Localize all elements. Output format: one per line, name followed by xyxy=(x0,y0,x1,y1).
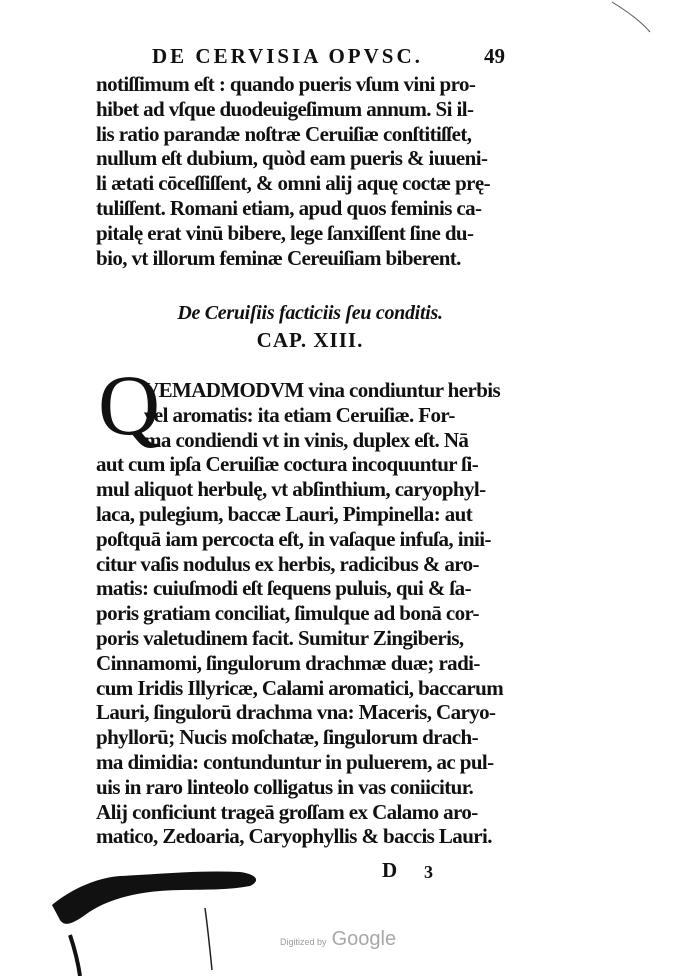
text-line: vel aromatis: ita etiam Ceruiſiæ. For- xyxy=(144,402,455,427)
text-line: matico, Zedoaria, Caryophyllis & baccis Lauri. xyxy=(96,824,492,849)
ink-stroke xyxy=(70,935,80,976)
text-line: bio, vt illorum feminæ Cereuiſiam biberent. xyxy=(96,245,461,270)
digitized-watermark xyxy=(280,928,396,951)
text-line: VEMADMODVM vina condiuntur herbis xyxy=(144,378,501,402)
text-line: aut cum ipſa Ceruiſiæ coctura incoquuntur ſi- xyxy=(96,452,479,477)
text-line: poſtquā iam percocta eſt, in vaſaque infuſa, inii- xyxy=(96,526,491,551)
text-line: lis ratio parandæ noſtræ Ceruiſiæ conſtitiſſet, xyxy=(96,121,472,146)
text-line: mul aliquot herbulę, vt abſinthium, caryophyl- xyxy=(96,477,486,502)
signature-number: 3 xyxy=(424,862,433,882)
chapter-paragraph xyxy=(96,378,516,849)
text-line: pitalę erat vinū bibere, lege ſanxiſſent ſine du- xyxy=(96,220,474,245)
text-line: notiſſimum eſt : quando pueris vſum vini pro- xyxy=(96,72,476,96)
text-line: Cinnamomi, ſingulorum drachmæ duæ; radi- xyxy=(96,650,480,675)
text-line: ma dimidia: contunduntur in puluerem, ac pul- xyxy=(96,749,494,774)
text-line: matis: cuiuſmodi eſt ſequens puluis, qui & ſa- xyxy=(96,576,471,601)
text-line: citur vaſis nodulus ex herbis, radicibus & aro- xyxy=(96,551,479,576)
paragraph-continued xyxy=(96,72,516,270)
text-line: poris gratiam conciliat, ſimulque ad bonā cor- xyxy=(96,601,479,626)
text-line: nullum eſt dubium, quòd eam pueris & iuueni- xyxy=(96,146,488,171)
text-line: cum Iridis Illyricæ, Calami aromatici, baccarum xyxy=(96,675,504,700)
text-line: poris valetudinem facit. Sumitur Zingiberis, xyxy=(96,625,464,650)
ink-stroke xyxy=(205,908,212,970)
text-line: Lauri, ſingulorū drachma vna: Maceris, Caryo- xyxy=(96,700,496,725)
text-line: laca, pulegium, baccæ Lauri, Pimpinella: aut xyxy=(96,501,473,526)
drop-cap: Q xyxy=(98,357,161,453)
text-line: phyllorū; Nucis moſchatæ, ſingulorum drach- xyxy=(96,725,478,750)
text-line: hibet ad vſque duodeuigeſimum annum. Si il- xyxy=(96,96,474,121)
text-line: tuliſſent. Romani etiam, apud quos feminis ca- xyxy=(96,195,482,220)
running-head xyxy=(152,40,522,72)
signature-mark: D xyxy=(382,858,398,882)
chapter-number: CAP. XIII. xyxy=(256,328,364,352)
digitized-label: Digitized by xyxy=(280,937,327,947)
ink-smudge xyxy=(52,871,256,923)
text-line: Alij conficiunt trageā groſſam ex Calamo aro- xyxy=(96,799,478,824)
chapter-heading xyxy=(160,300,460,354)
chapter-title: De Ceruiſiis facticiis ſeu conditis. xyxy=(177,302,443,324)
page-number: 49 xyxy=(484,44,505,68)
text-line: uis in raro linteolo colligatus in vas coniicitur. xyxy=(96,774,474,799)
ink-stroke xyxy=(612,2,650,32)
running-title: DE CERVISIA OPVSC. xyxy=(152,44,423,68)
google-logo: Google xyxy=(331,928,397,950)
text-line: ma condiendi vt in vinis, duplex eſt. Nā xyxy=(144,427,469,452)
text-line: li ætati cōceſſiſſent, & omni alij aquę coctæ prę- xyxy=(96,171,490,196)
